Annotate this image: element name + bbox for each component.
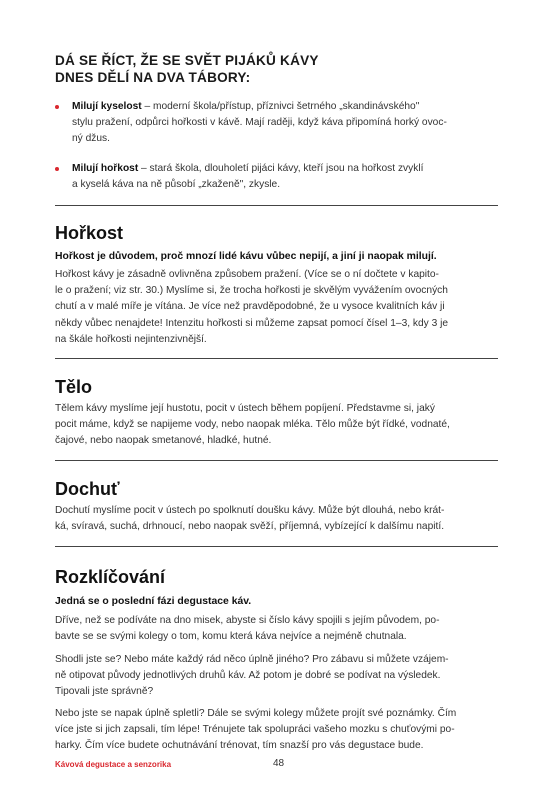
section-heading-telo: Tělo <box>55 377 93 397</box>
section-divider <box>55 205 498 206</box>
bullet-dot-icon <box>55 167 59 171</box>
paragraph-telo <box>55 401 500 450</box>
list-item <box>55 99 500 147</box>
bullet-text: – moderní škola/přístup, příznivci šetrného „skandinávského" <box>141 101 420 112</box>
text-line: Tělem kávy myslíme její hustotu, pocit v ústech během popíjení. Představme si, jaký <box>55 403 435 414</box>
text-line: Tipovali jste správně? <box>55 686 154 698</box>
section-divider <box>55 460 498 461</box>
bullet-bold: Milují kyselost <box>72 101 142 112</box>
list-item <box>55 161 500 193</box>
section-heading-rozklicovani: Rozklíčování <box>55 567 166 587</box>
text-line: Nebo jste se napak úplně spletli? Dále se svými kolegy můžete projít své poznámky. Čím <box>55 708 457 719</box>
text-line: Dříve, než se podíváte na dno misek, abyste si číslo kávy spojili s jejím původem, po- <box>55 615 440 626</box>
section-subtitle-rozklicovani: Jedná se o poslední fázi degustace káv. <box>55 596 252 607</box>
text-line: někdy vůbec nenajdete! Intenzitu hořkosti si můžeme zapsat pomocí čísel 1–3, kdy 3 je <box>55 317 448 329</box>
section-heading-dochut: Dochuť <box>55 479 120 499</box>
text-line: Dochutí myslíme pocit v ústech po spolknutí doušku kávy. Může být dlouhá, nebo krát- <box>55 505 445 516</box>
text-line: harky. Čím více budete ochutnávání trénovat, tím snazší pro vás degustace bude. <box>55 740 424 752</box>
text-line: Shodli jste se? Nebo máte každý rád něco úplně jiného? Pro zábavu si můžete vzájem- <box>55 654 449 665</box>
text-line: více jste si jich zapsali, tím lépe! Trénujete tak spolupráci vašeho mozku s chuťovými po- <box>55 724 455 736</box>
intro-heading-line2: DNES DĚLÍ NA DVA TÁBORY: <box>55 70 251 85</box>
section-divider <box>55 358 498 359</box>
paragraph-dochut <box>55 503 500 535</box>
paragraph-horkost <box>55 267 500 348</box>
text-line: ně otipovat původy jednotlivých druhů káv. Až potom je dobré se podívat na výsledek. <box>55 670 441 682</box>
text-line: bavte se se svými kolegy o tom, komu která káva nejvíce a nejméně chutnala. <box>55 631 407 643</box>
section-divider <box>55 546 498 547</box>
intro-heading-line1: DÁ SE ŘÍCT, ŽE SE SVĚT PIJÁKŮ KÁVY <box>55 53 319 68</box>
section-heading-horkost: Hořkost <box>55 223 124 243</box>
bullet-text: – stará škola, dlouholetí pijáci kávy, kteří jsou na hořkost zvyklí <box>138 163 424 174</box>
text-line: le o pražení; viz str. 30.) Myslíme si, že trocha hořkosti je skvělým vyvážením ovocných <box>55 285 448 297</box>
bullet-text: ný džus. <box>72 133 110 144</box>
paragraph-rozklicovani-2 <box>55 652 500 701</box>
bullet-text: a kyselá káva na ně působí „zkaženě", zkysle. <box>72 179 281 190</box>
intro-heading <box>55 52 505 86</box>
text-line: Hořkost kávy je zásadně ovlivněna způsobem pražení. (Více se o ní dočtete v kapito- <box>55 269 439 280</box>
bullet-list <box>55 99 500 207</box>
text-line: čajové, nebo naopak smetanové, hladké, hutné. <box>55 435 272 447</box>
bullet-text: stylu pražení, odpůrci hořkosti v kávě. Mají raději, když káva připomíná horký ovoc- <box>72 117 447 128</box>
page-number: 48 <box>273 758 285 769</box>
paragraph-rozklicovani-3 <box>55 706 500 755</box>
text-line: na škále hořkosti nejintenzivnější. <box>55 333 207 345</box>
bullet-bold: Milují hořkost <box>72 163 139 174</box>
paragraph-rozklicovani-1 <box>55 613 500 645</box>
text-line: ká, svíravá, suchá, drhnoucí, nebo naopak svěží, příjemná, vybízející k dalšímu napití. <box>55 521 445 533</box>
text-line: pocit máme, když se napijeme vody, nebo naopak mléka. Tělo může být řídké, vodnaté, <box>55 419 450 431</box>
footer-book-title: Kávová degustace a senzorika <box>55 760 172 769</box>
bullet-dot-icon <box>55 105 59 109</box>
text-line: chutí a v malé míře je vítána. Je více než pravděpodobné, že u vysoce kvalitních káv ji <box>55 301 445 313</box>
section-subtitle-horkost: Hořkost je důvodem, proč mnozí lidé kávu vůbec nepijí, a jiní ji naopak milují. <box>55 251 437 262</box>
